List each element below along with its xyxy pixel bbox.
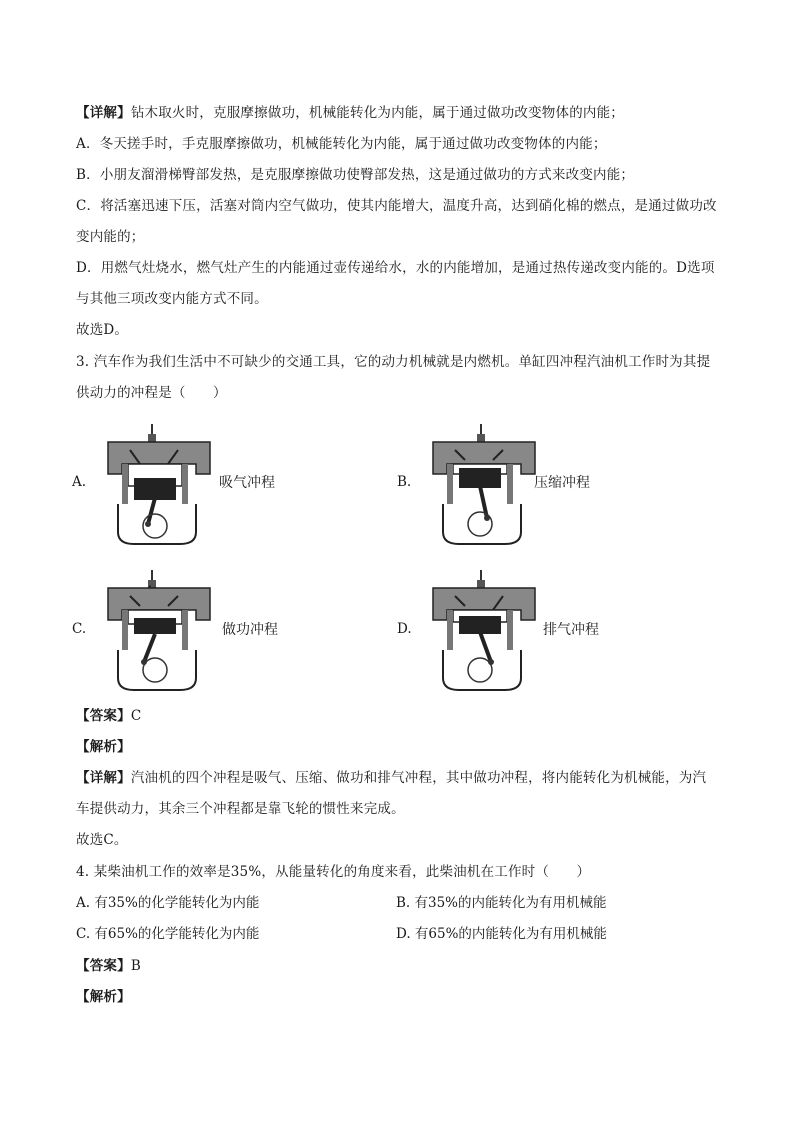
option-b-caption: 压缩冲程	[534, 475, 590, 491]
question-3-line-1: 3. 汽车作为我们生活中不可缺少的交通工具，它的动力机械就是内燃机。单缸四冲程汽油机工作时为其提	[76, 354, 711, 370]
engine-diagram-intake	[100, 420, 218, 548]
answer-selection-2: 故选D。	[76, 322, 129, 338]
answer-3: 【答案】C	[76, 708, 142, 724]
engine-diagram-power	[100, 566, 218, 694]
answer-tag: 【答案】	[76, 708, 131, 724]
q4-option-a: A. 有35%的化学能转化为内能	[76, 895, 260, 911]
explanation-option-d-1: D．用燃气灶烧水，燃气灶产生的内能通过壶传递给水，水的内能增加，是通过热传递改变内能的。D选项	[76, 260, 715, 276]
option-a-letter: A.	[72, 474, 87, 490]
option-d-letter: D.	[397, 621, 412, 637]
q4-option-b: B. 有35%的内能转化为有用机械能	[396, 895, 607, 911]
engine-diagram-exhaust	[425, 566, 543, 694]
question-4: 4. 某柴油机工作的效率是35%，从能量转化的角度来看，此柴油机在工作时（ ）	[76, 864, 591, 880]
q4-option-d: D. 有65%的内能转化为有用机械能	[396, 926, 607, 942]
answer-selection-3: 故选C。	[76, 832, 128, 848]
answer-4: 【答案】B	[76, 958, 141, 974]
analysis-4-heading: 【解析】	[76, 989, 131, 1005]
engine-diagram-compression	[425, 420, 543, 548]
detail-3-line-2: 车提供动力，其余三个冲程都是靠飞轮的惯性来完成。	[76, 801, 405, 817]
q4-option-c: C. 有65%的化学能转化为内能	[76, 926, 260, 942]
detail-tag: 【详解】	[76, 105, 131, 121]
detail-tag: 【详解】	[76, 770, 131, 786]
explanation-option-b: B．小朋友溜滑梯臀部发热，是克服摩擦做功使臀部发热，这是通过做功的方式来改变内能；	[76, 167, 635, 183]
question-3-line-2: 供动力的冲程是（ ）	[76, 385, 227, 401]
explanation-option-a: A．冬天搓手时，手克服摩擦做功，机械能转化为内能，属于通过做功改变物体的内能；	[76, 136, 607, 152]
explanation-option-c-1: C．将活塞迅速下压，活塞对筒内空气做功，使其内能增大，温度升高，达到硝化棉的燃点，是通过做功改	[76, 198, 717, 214]
option-d-caption: 排气冲程	[543, 622, 599, 638]
analysis-3-heading: 【解析】	[76, 739, 131, 755]
explanation-option-d-2: 与其他三项改变内能方式不同。	[76, 291, 268, 307]
option-c-letter: C.	[72, 621, 87, 637]
option-a-caption: 吸气冲程	[219, 475, 275, 491]
detail-3-line-1: 【详解】汽油机的四个冲程是吸气、压缩、做功和排气冲程，其中做功冲程，将内能转化为机械能，为汽	[76, 770, 707, 786]
explanation-line-1: 【详解】钻木取火时，克服摩擦做功，机械能转化为内能，属于通过做功改变物体的内能；	[76, 105, 625, 121]
option-b-letter: B.	[397, 474, 412, 490]
explanation-option-c-2: 变内能的；	[76, 229, 145, 245]
answer-tag: 【答案】	[76, 958, 131, 974]
option-c-caption: 做功冲程	[222, 622, 278, 638]
